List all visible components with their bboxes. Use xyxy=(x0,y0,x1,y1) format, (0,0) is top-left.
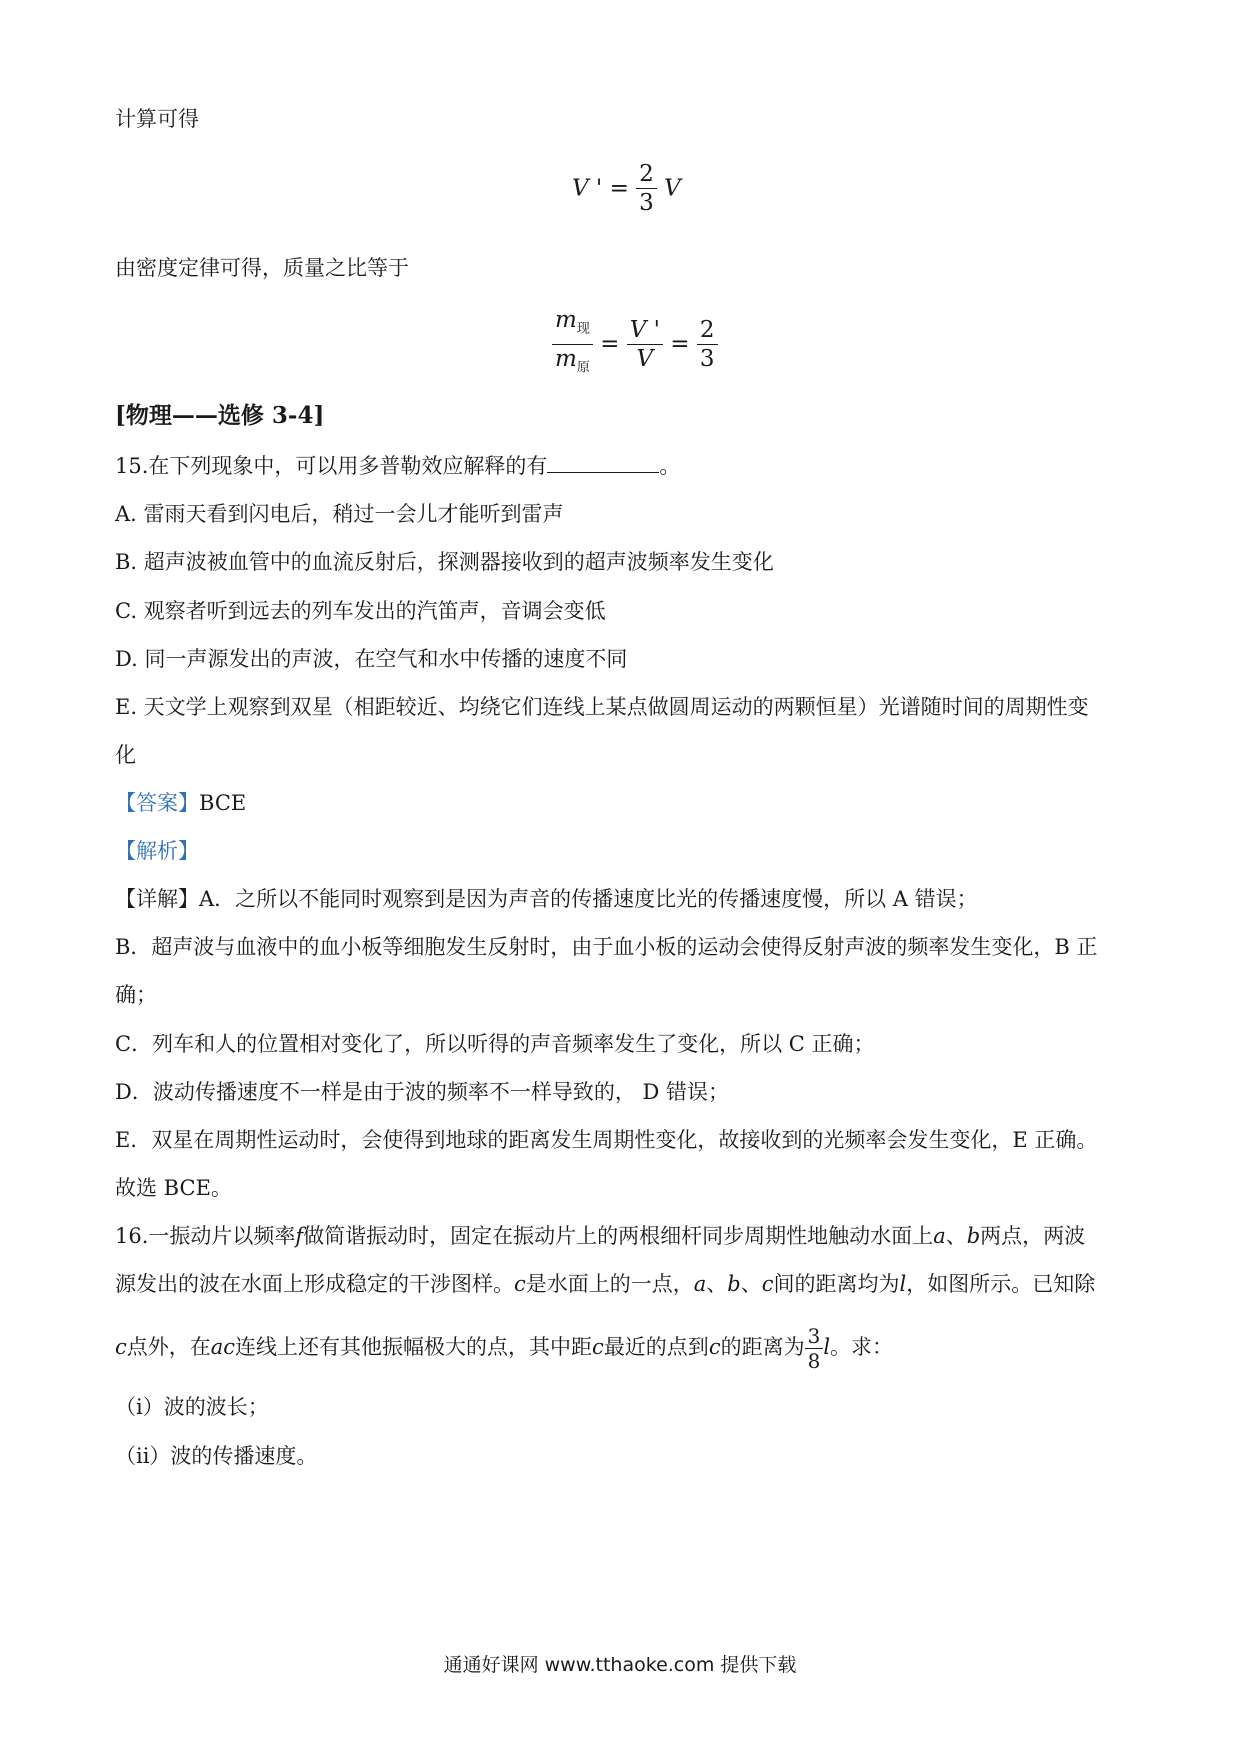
q16-var-c-5: c xyxy=(708,1335,721,1359)
q16-sub-1: （i）波的波长； xyxy=(115,1395,269,1419)
q16-text-3c: 最近的点到 xyxy=(603,1335,709,1359)
analysis-label: 【解析】 xyxy=(115,839,199,863)
q15-answer-blank xyxy=(547,452,659,473)
q15-option-b: B. 超声波被血管中的血流反射后，探测器接收到的超声波频率发生变化 xyxy=(115,550,774,574)
q16-text-3e: 。求： xyxy=(830,1335,894,1359)
q16-sep: 、 xyxy=(945,1224,967,1248)
q15-stem xyxy=(115,451,680,481)
eq1-numerator: 2 xyxy=(636,160,657,189)
eq2-v-den: V xyxy=(636,345,654,372)
q16-frac-den: 8 xyxy=(807,1349,821,1373)
eq1-lhs: V ' xyxy=(572,175,603,202)
q16-var-ac: ac xyxy=(210,1335,236,1359)
q16-var-c-3: c xyxy=(115,1335,127,1359)
eq1-rhs: V xyxy=(664,175,681,202)
q16-text-1b: 做简谐振动时，固定在振动片上的两根细杆同步周期性地触动水面上 xyxy=(303,1224,934,1248)
eq2-sub-now: 现 xyxy=(576,321,590,337)
q15-stem-end: 。 xyxy=(659,454,681,478)
eq2-denominator: 3 xyxy=(699,345,715,372)
q16-var-f: f xyxy=(295,1224,304,1248)
q16-text-3b: 连线上还有其他振幅极大的点，其中距 xyxy=(235,1335,593,1359)
page-footer: 通通好课网 www.tthaoke.com 提供下载 xyxy=(443,1654,797,1676)
q16-fraction xyxy=(805,1324,824,1373)
equation-volume xyxy=(572,160,681,217)
eq1-fraction xyxy=(636,160,657,217)
q15-option-e-cont: 化 xyxy=(115,743,136,767)
q16-sub-2: （ii）波的传播速度。 xyxy=(115,1444,318,1468)
q16-text-2d: ，如图所示。已知除 xyxy=(906,1272,1096,1296)
q16-text-1c: 两点，两波 xyxy=(980,1224,1086,1248)
q15-option-a: A. 雷雨天看到闪电后，稍过一会儿才能听到雷声 xyxy=(115,502,564,526)
q16-sep-3: 、 xyxy=(740,1272,762,1296)
q16-var-l-2: l xyxy=(823,1335,831,1359)
q16-text-2b: 是水面上的一点， xyxy=(525,1272,694,1296)
detail-line-6: E．双星在周期性运动时，会使得到地球的距离发生周期性变化，故接收到的光频率会发生变化，E 正确。 xyxy=(115,1128,1098,1152)
eq2-equals-2: = xyxy=(670,331,690,358)
detail-line-2: B．超声波与血液中的血小板等细胞发生反射时，由于血小板的运动会使得反射声波的频率发生变化，B 正 xyxy=(115,935,1098,959)
eq2-v-num: V ' xyxy=(627,316,663,345)
eq2-m-orig: m xyxy=(555,345,577,372)
detail-line-5: D．波动传播速度不一样是由于波的频率不一样导致的， D 错误； xyxy=(115,1080,730,1104)
section-heading: [物理——选修 3-4] xyxy=(115,402,325,429)
eq2-sub-orig: 原 xyxy=(576,360,590,376)
q16-var-c: c xyxy=(514,1272,526,1296)
density-text: 由密度定律可得，质量之比等于 xyxy=(115,256,409,280)
q16-line-2 xyxy=(115,1269,1095,1299)
q16-var-a: a xyxy=(933,1224,946,1248)
q16-var-c-4: c xyxy=(592,1335,604,1359)
q16-var-b: b xyxy=(966,1224,981,1248)
answer-value: BCE xyxy=(199,791,247,815)
q16-var-b-2: b xyxy=(727,1272,741,1296)
eq1-denominator: 3 xyxy=(639,190,654,216)
q16-sep-2: 、 xyxy=(706,1272,728,1296)
detail-line-1 xyxy=(115,884,978,914)
eq2-numerator: 2 xyxy=(697,316,718,345)
q16-text-2c: 间的距离均为 xyxy=(773,1272,900,1296)
q15-stem-text: 15.在下列现象中，可以用多普勒效应解释的有 xyxy=(115,454,548,478)
q15-option-d: D. 同一声源发出的声波，在空气和水中传播的速度不同 xyxy=(115,647,628,671)
eq2-m-now: m xyxy=(555,307,577,333)
q16-var-a-2: a xyxy=(693,1272,707,1296)
eq2-volume-fraction xyxy=(627,316,663,373)
q15-option-c: C. 观察者听到远去的列车发出的汽笛声，音调会变低 xyxy=(115,599,606,623)
eq2-equals-1: = xyxy=(600,331,620,358)
equation-mass-ratio xyxy=(552,306,718,382)
eq2-result-fraction xyxy=(697,316,718,373)
q16-text-3a: 点外，在 xyxy=(126,1335,211,1359)
q16-text-2a: 源发出的波在水面上形成稳定的干涉图样。 xyxy=(115,1272,514,1296)
q15-option-e: E. 天文学上观察到双星（相距较近、均绕它们连线上某点做圆周运动的两颗恒星）光谱随时间的周期性变 xyxy=(115,695,1089,719)
calc-intro: 计算可得 xyxy=(115,107,199,131)
detail-label: 【详解】 xyxy=(115,887,199,911)
answer-label: 【答案】 xyxy=(115,791,199,815)
q15-answer xyxy=(115,788,246,818)
eq1-equals: = xyxy=(609,175,629,202)
q16-frac-num: 3 xyxy=(805,1324,824,1349)
eq2-mass-fraction xyxy=(552,306,593,382)
q16-var-l: l xyxy=(899,1272,907,1296)
detail-line-7: 故选 BCE。 xyxy=(115,1176,232,1200)
detail-text-1: A．之所以不能同时观察到是因为声音的传播速度比光的传播速度慢，所以 A 错误； xyxy=(199,887,978,911)
q16-var-c-2: c xyxy=(761,1272,774,1296)
q16-text-3d: 的距离为 xyxy=(720,1335,805,1359)
detail-line-4: C．列车和人的位置相对变化了，所以听得的声音频率发生了变化，所以 C 正确； xyxy=(115,1032,875,1056)
q16-text-1a: 16.一振动片以频率 xyxy=(115,1224,296,1248)
q16-line-1 xyxy=(115,1221,1085,1251)
q16-line-3 xyxy=(115,1318,893,1376)
detail-line-3: 确； xyxy=(115,983,157,1007)
